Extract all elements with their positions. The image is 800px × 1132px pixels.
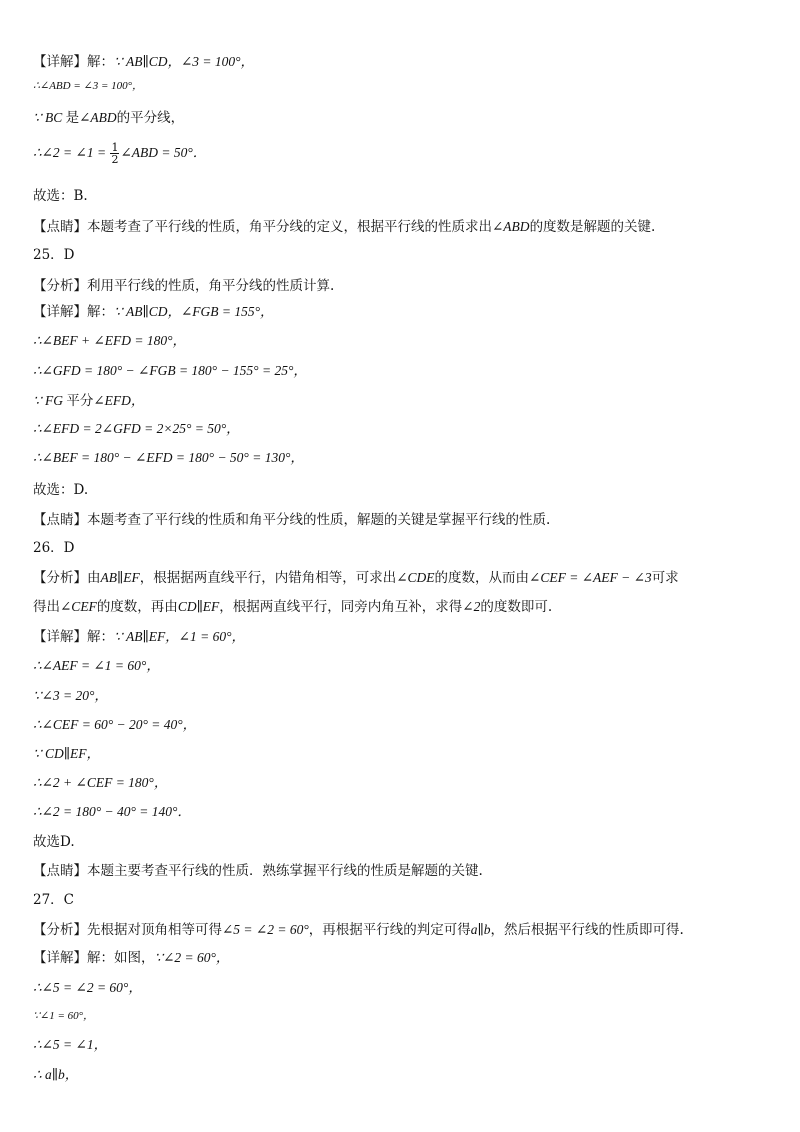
math-expression: ∠CEF — [60, 599, 97, 614]
math-expression: ∴∠2 = ∠1 = — [33, 145, 110, 160]
text-line — [33, 773, 167, 793]
text-line — [33, 978, 142, 998]
text-line — [33, 1065, 78, 1085]
math-expression: ∵ CD∥EF， — [33, 746, 100, 761]
text-segment: ，根据两直线平行，同旁内角互补，求得 — [219, 599, 463, 615]
fraction — [110, 142, 119, 165]
text-segment: 故选D. — [33, 834, 75, 850]
math-expression: ∴∠AEF = ∠1 = 60°， — [33, 658, 160, 673]
math-expression: ∴∠2 = 180° − 40° = 140°． — [33, 804, 191, 819]
text-segment: 故选：D. — [33, 482, 89, 498]
text-line — [33, 597, 552, 617]
text-segment: 【点睛】本题考查了平行线的性质和角平分线的性质，解题的关键是掌握平行线的性质. — [33, 512, 551, 528]
text-segment: ，根据据两直线平行，内错角相等，可求出 — [139, 570, 397, 586]
text-segment: 【分析】利用平行线的性质，角平分线的性质计算. — [33, 278, 335, 294]
math-expression: ∴∠BEF = 180° − ∠EFD = 180° − 50° = 130°， — [33, 450, 304, 465]
text-line — [33, 538, 75, 558]
text-line — [33, 715, 196, 735]
text-segment: 可求 — [651, 570, 679, 586]
math-expression: ∠5 = ∠2 = 60° — [222, 922, 309, 937]
text-segment: 【分析】由 — [33, 570, 101, 586]
math-expression: CD∥EF — [177, 599, 220, 614]
text-line — [33, 448, 304, 468]
text-segment: 的度数，从而由 — [434, 570, 530, 586]
text-line — [33, 331, 186, 351]
math-expression: ∴∠ABD = ∠3 = 100°， — [33, 80, 144, 92]
text-line — [33, 217, 655, 237]
math-expression: ∠EFD， — [93, 393, 145, 408]
text-segment: 【分析】先根据对顶角相等可得 — [33, 922, 222, 938]
text-segment: 【详解】解： — [33, 629, 114, 645]
math-expression: a∥b — [470, 922, 491, 937]
text-segment: 的度数，再由 — [96, 599, 178, 615]
math-expression: ∠ABD — [79, 110, 117, 125]
text-line — [33, 142, 206, 165]
text-line — [33, 245, 75, 265]
text-segment: 的度数是解题的关键. — [529, 219, 656, 235]
text-segment: 【点睛】本题考查了平行线的性质，角平分线的定义，根据平行线的性质求出 — [33, 219, 492, 235]
text-line — [33, 302, 274, 322]
text-segment: 26．D — [33, 540, 75, 556]
text-segment: 27．C — [33, 892, 75, 908]
math-expression: ∴∠GFD = 180° − ∠FGB = 180° − 155° = 25°， — [33, 363, 307, 378]
text-segment: 【详解】解： — [33, 54, 114, 70]
math-expression: AB∥EF — [100, 570, 140, 585]
text-line — [33, 832, 75, 852]
math-expression: ∠ABD = 50°． — [120, 145, 207, 160]
text-segment: 【详解】解：如图， — [33, 950, 155, 966]
text-segment: 的度数即可. — [480, 599, 553, 615]
math-expression: ∴ a∥b， — [33, 1067, 79, 1082]
math-expression: ∴∠2 + ∠CEF = 180°， — [33, 775, 168, 790]
text-line — [33, 656, 160, 676]
math-expression: ∴∠EFD = 2∠GFD = 2×25° = 50°， — [33, 421, 240, 436]
text-line — [33, 108, 184, 128]
math-expression: ∠CDE — [396, 570, 435, 585]
text-line — [33, 76, 143, 96]
text-segment: 平分 — [66, 393, 94, 409]
math-expression: ∵ FG — [33, 393, 67, 408]
text-line — [33, 391, 144, 411]
text-line — [33, 480, 88, 500]
text-segment: 故选：B. — [33, 188, 88, 204]
text-line — [33, 686, 108, 706]
fraction-denominator: 2 — [111, 153, 119, 166]
math-expression: ∴∠CEF = 60° − 20° = 40°， — [33, 717, 197, 732]
text-line — [33, 52, 254, 72]
math-expression: ∠ABD — [492, 219, 530, 234]
text-line — [33, 1006, 94, 1026]
text-line — [33, 802, 191, 822]
math-expression: ∴∠BEF + ∠EFD = 180°， — [33, 333, 187, 348]
math-expression: ∵ AB∥CD，∠3 = 100°， — [114, 54, 255, 69]
text-line — [33, 186, 88, 206]
math-expression: ∵ AB∥CD，∠FGB = 155°， — [114, 304, 274, 319]
text-line — [33, 948, 229, 968]
text-line — [33, 276, 334, 296]
text-line — [33, 861, 483, 881]
math-expression: ∵∠2 = 60°， — [154, 950, 230, 965]
text-line — [33, 510, 550, 530]
text-line — [33, 627, 245, 647]
text-line — [33, 744, 100, 764]
math-expression: ∠2 — [462, 599, 481, 614]
text-segment: 25．D — [33, 247, 75, 263]
text-line — [33, 920, 684, 940]
text-line — [33, 890, 74, 910]
math-expression: ∴∠5 = ∠1， — [33, 1037, 108, 1052]
math-expression: ∵∠1 = 60°， — [33, 1010, 95, 1022]
text-line — [33, 1035, 107, 1055]
text-line — [33, 419, 240, 439]
text-segment: 【点睛】本题主要考查平行线的性质．熟练掌握平行线的性质是解题的关键. — [33, 863, 483, 879]
text-segment: ，然后根据平行线的性质即可得. — [490, 922, 684, 938]
math-expression: ∵ BC — [33, 110, 66, 125]
math-expression: ∠CEF = ∠AEF − ∠3 — [529, 570, 652, 585]
text-segment: 【详解】解： — [33, 304, 114, 320]
text-segment: 的平分线， — [116, 110, 185, 126]
text-segment: 是 — [65, 110, 80, 126]
text-line — [33, 361, 307, 381]
text-segment: ，再根据平行线的判定可得 — [308, 922, 471, 938]
math-expression: ∴∠5 = ∠2 = 60°， — [33, 980, 142, 995]
text-segment: 得出 — [33, 599, 60, 615]
math-expression: ∵ AB∥EF，∠1 = 60°， — [114, 629, 246, 644]
math-expression: ∵∠3 = 20°， — [33, 688, 108, 703]
text-line — [33, 568, 679, 588]
fraction-numerator: 1 — [111, 141, 119, 154]
